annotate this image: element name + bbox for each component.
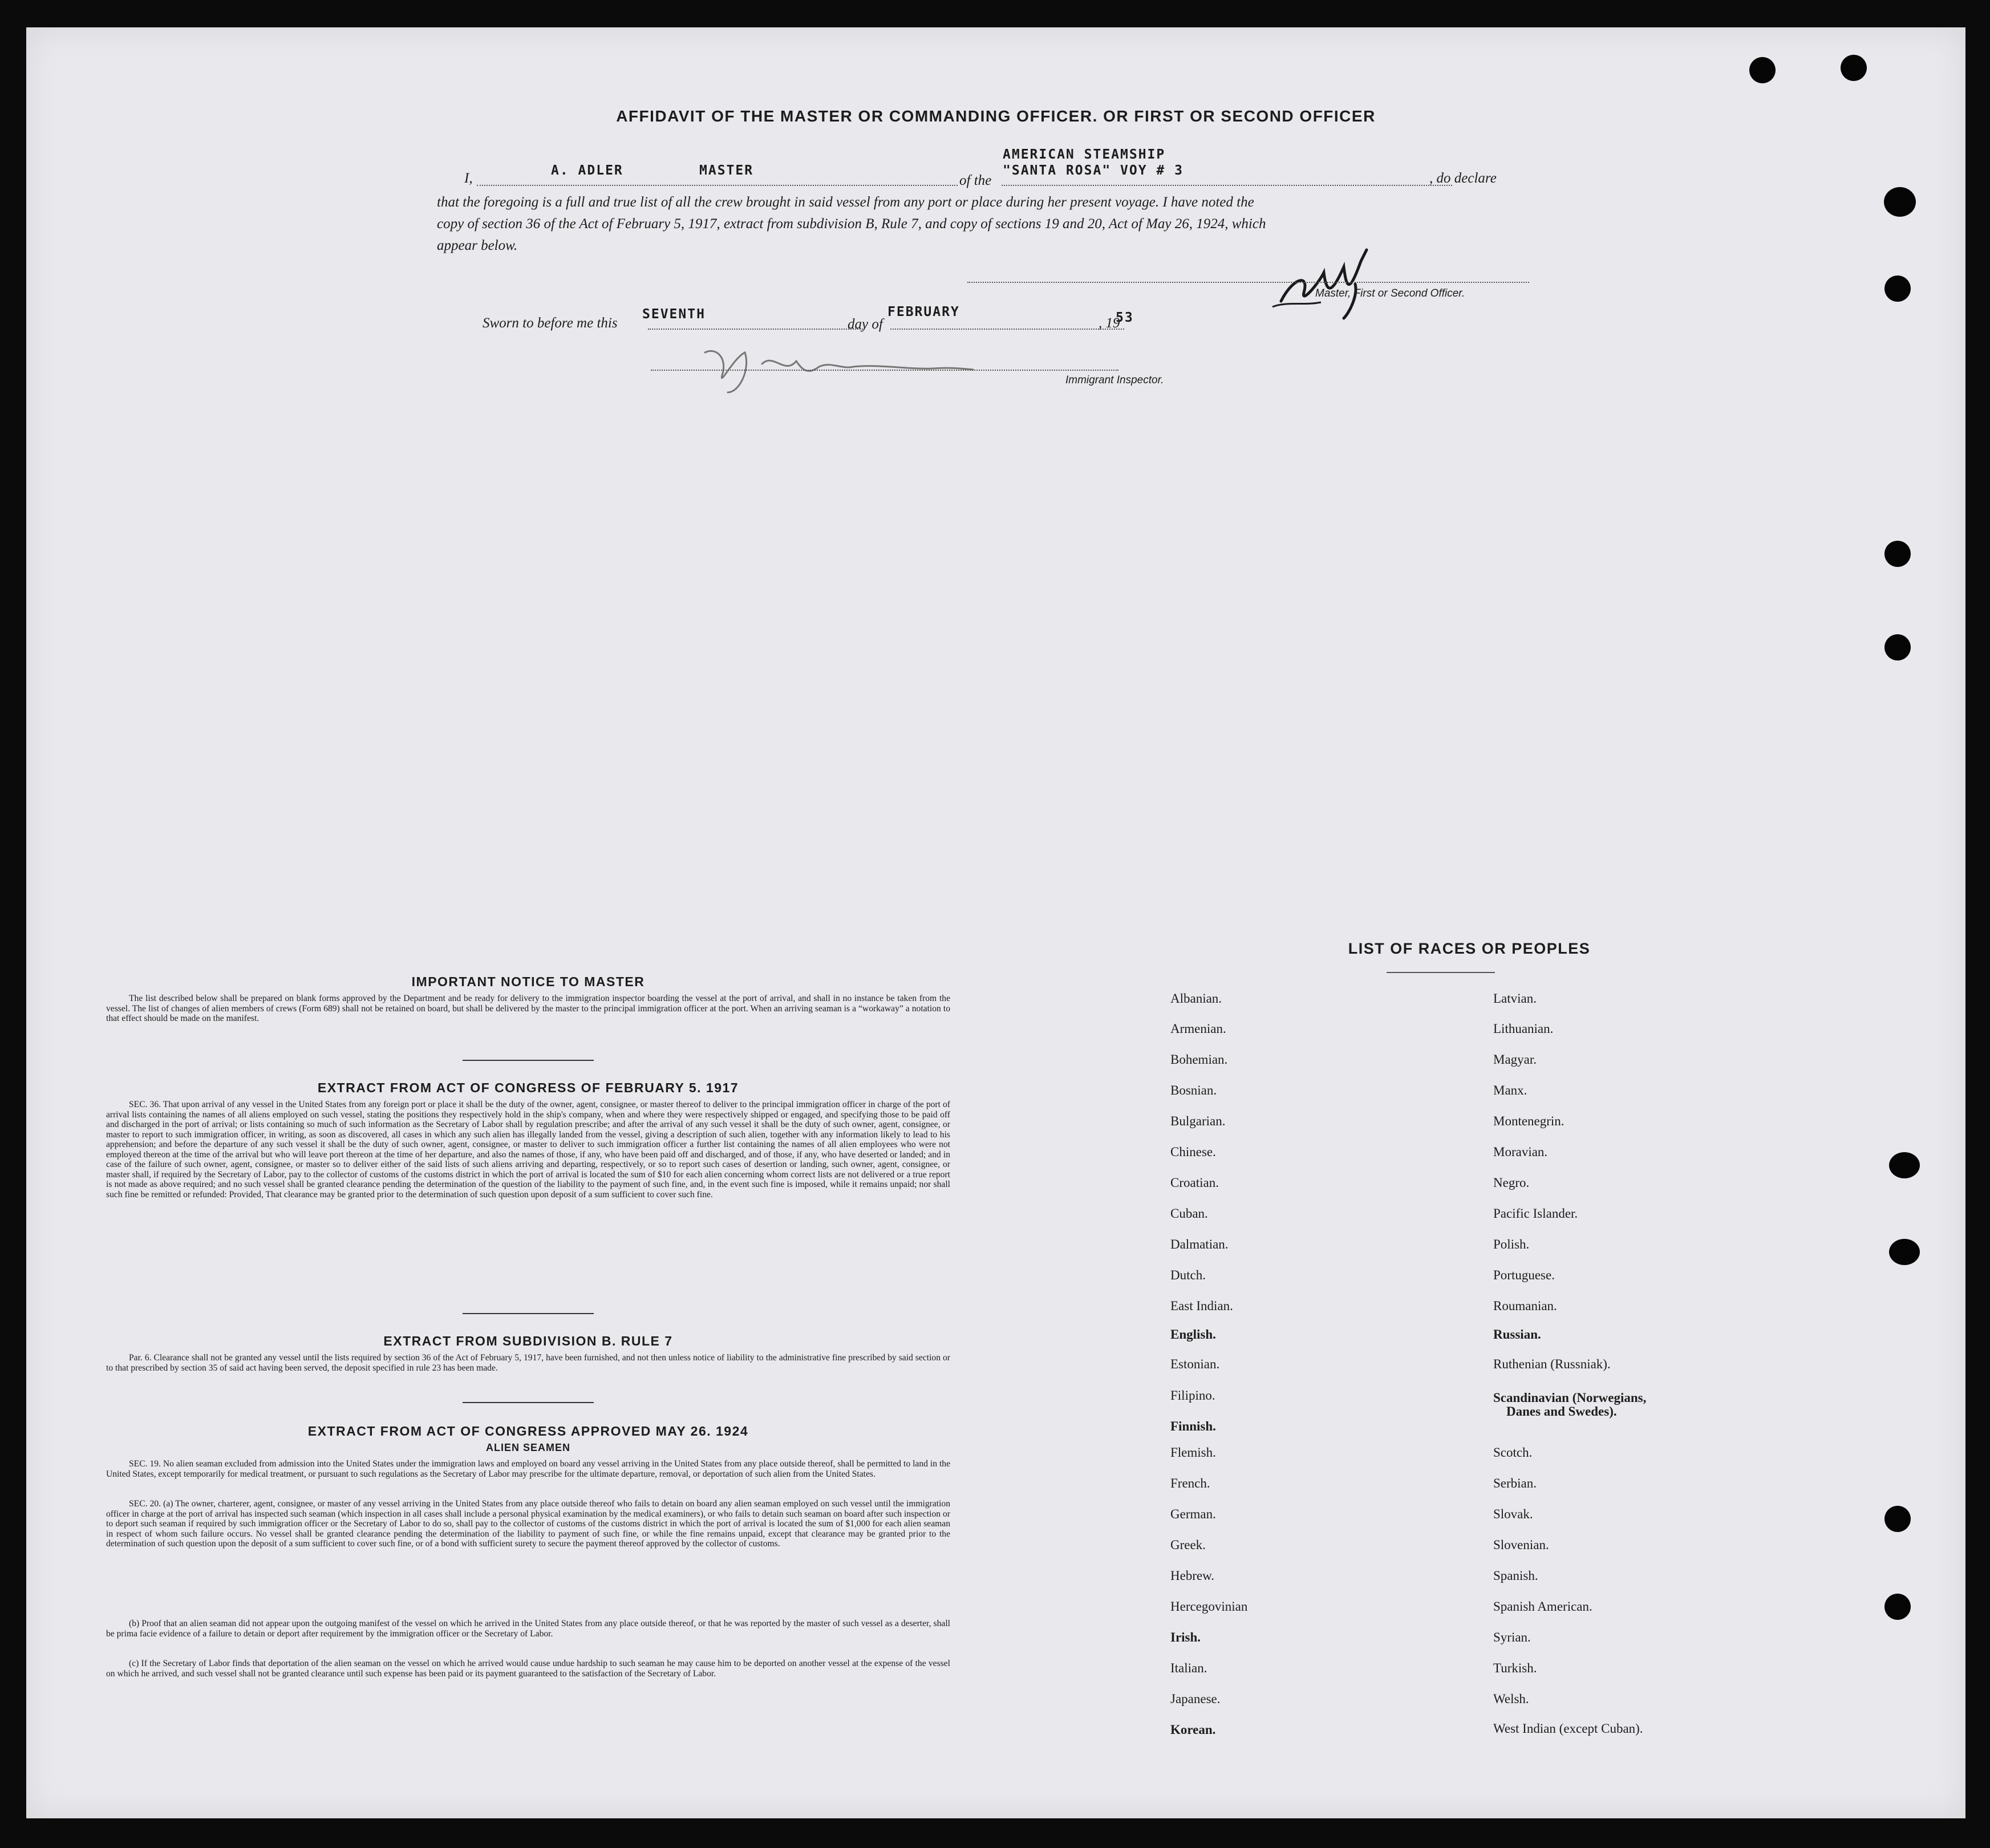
vessel-line-1: AMERICAN STEAMSHIP <box>1003 147 1166 162</box>
race-item: Filipino. <box>1170 1388 1215 1403</box>
race-item: Turkish. <box>1493 1661 1537 1675</box>
race-item: Negro. <box>1493 1176 1530 1190</box>
race-item: Syrian. <box>1493 1630 1531 1644</box>
sworn-label: Sworn to before me this <box>483 315 618 331</box>
of-the-label: of the <box>959 173 992 188</box>
year-prefix: , 19 <box>1099 315 1120 331</box>
divider <box>1387 972 1495 973</box>
race-item: Hercegovinian <box>1170 1599 1248 1614</box>
notice-title: IMPORTANT NOTICE TO MASTER <box>411 974 645 989</box>
sworn-day-line <box>648 329 865 330</box>
affidavit-body-line-3: appear below. <box>437 238 518 253</box>
race-item: Ruthenian (Russniak). <box>1493 1357 1611 1371</box>
name-line <box>477 185 958 186</box>
sec-20b-text: (b) Proof that an alien seaman did not appear upon the outgoing manifest of the vessel on which he arrived in the United States from any place outside thereof, or that he was reported by the master of such vessel as a deserter, shall be prima facie evidence of a failure to detain or deport after requirement by the immigration officer or the Secretary of Labor. <box>106 1619 950 1639</box>
race-item: Italian. <box>1170 1661 1207 1675</box>
sec-20c-text: (c) If the Secretary of Labor finds that deportation of the alien seaman on the vessel on which he arrived would cause undue hardship to such seaman he may cause him to be deported on another vessel at the expense of the vessel on which he arrived, and such vessel shall not be granted clearance until such expense has been paid or its payment guaranteed to the satisfaction of the Secretary of Labor. <box>106 1659 950 1679</box>
race-item: Manx. <box>1493 1083 1527 1097</box>
race-item: Russian. <box>1493 1327 1541 1342</box>
vessel-line <box>1002 185 1452 186</box>
race-item: Estonian. <box>1170 1357 1220 1371</box>
inspector-line <box>651 370 1118 371</box>
notice-text: The list described below shall be prepared on blank forms approved by the Department and be ready for delivery to the immigration inspector boarding the vessel at the port of arrival, and shall in no instance be taken from the vessel. The list of changes of alien members of crews (Form 689) shall not be retained on board, but shall be delivered by the master to the principal immigration officer at the port. When an arriving seaman is a “workaway” a notation to that effect should be made on the manifest. <box>106 994 950 1023</box>
punch-hole <box>1889 1152 1920 1178</box>
day-of-label: day of <box>848 317 883 332</box>
divider <box>463 1060 594 1061</box>
race-item: Albanian. <box>1170 991 1222 1006</box>
race-item: Danes and Swedes). <box>1506 1404 1617 1419</box>
sworn-day: SEVENTH <box>642 307 706 322</box>
race-item: Korean. <box>1170 1723 1216 1737</box>
race-item: Bosnian. <box>1170 1083 1217 1097</box>
race-item: Scandinavian (Norwegians, <box>1493 1391 1647 1405</box>
extract-1917-title: EXTRACT FROM ACT OF CONGRESS OF FEBRUARY 5. 1917 <box>317 1080 739 1095</box>
race-item: Dalmatian. <box>1170 1237 1229 1251</box>
race-item: East Indian. <box>1170 1299 1233 1313</box>
race-item: English. <box>1170 1327 1216 1342</box>
race-item: Latvian. <box>1493 991 1537 1006</box>
master-rank: MASTER <box>699 163 754 178</box>
race-item: Flemish. <box>1170 1445 1216 1460</box>
race-item: Irish. <box>1170 1630 1201 1644</box>
race-item: Roumanian. <box>1493 1299 1557 1313</box>
race-item: Moravian. <box>1493 1145 1548 1159</box>
race-item: French. <box>1170 1476 1210 1490</box>
extract-1917-text: SEC. 36. That upon arrival of any vessel in the United States from any foreign port or place it shall be the duty of the owner, agent, consignee, or master thereof to deliver to the principal immigration officer in charge of the port of arrival lists containing the names of all aliens employed on such vessel, stating the positions they respectively hold in the ship's company, when and where they were respectively shipped or engaged, and specifying those to be paid off and discharged in the port of arrival; or lists containing so much of such information as the Secretary of Labor shall by regulation prescribe; and after the arrival of any such vessel it shall be the duty of such owner, agent, consignee, or master to report to such immigration officer, in writing, as soon as discovered, all cases in which any such alien has illegally landed from the vessel, giving a description of such alien, together with any information likely to lead to his apprehension; and before the departure of any such vessel it shall be the duty of such owner, agent, consignee, or master to deliver to such immigration officer a further list containing the names of all alien employees who were not employed thereon at the time of the arrival but who will leave port thereon at the time of her departure, and also the names of those, if any, who have been paid off and discharged, and of those, if any, who have deserted or landed; and in case of the failure of such owner, agent, consignee, or master so to deliver either of the said lists of such aliens arriving and departing, respectively, or so to report such cases of desertion or landing, such owner, agent, consignee, or master shall, if required by the Secretary of Labor, pay to the collector of customs of the customs district in which the port of arrival is located the sum of $10 for each alien concerning whom correct lists are not delivered or a true report is not made as above required; and no such vessel shall be granted clearance pending the determination of the question of the liability to the payment of such fine, and, in the event such fine is imposed, while it remains unpaid; nor shall such fine be remitted or refunded: Provided, That clearance may be granted prior to the determination of such question upon deposit of a sum sufficient to cover such fine. <box>106 1100 950 1199</box>
sworn-year: 53 <box>1116 310 1134 325</box>
race-item: Spanish. <box>1493 1569 1538 1583</box>
race-item: Dutch. <box>1170 1268 1206 1282</box>
punch-hole <box>1884 541 1911 567</box>
race-item: Polish. <box>1493 1237 1530 1251</box>
punch-hole <box>1749 57 1776 83</box>
sworn-month: FEBRUARY <box>887 305 960 319</box>
extract-1924-subtitle: ALIEN SEAMEN <box>485 1442 570 1453</box>
divider <box>463 1313 594 1314</box>
race-item: Serbian. <box>1493 1476 1537 1490</box>
race-item: Japanese. <box>1170 1692 1221 1706</box>
race-item: Lithuanian. <box>1493 1022 1554 1036</box>
affidavit-title: AFFIDAVIT OF THE MASTER OR COMMANDING OFFICER. OR FIRST OR SECOND OFFICER <box>616 107 1376 125</box>
sec-19-text: SEC. 19. No alien seaman excluded from admission into the United States under the immigration laws and employed on board any vessel arriving in the United States from any place outside thereof, shall be permitted to land in the United States, except temporarily for medical treatment, or pursuant to such regulations as the Secretary of Labor may prescribe for the ultimate departure, removal, or deportation of such alien from the United States. <box>106 1459 950 1479</box>
master-name: A. ADLER <box>551 163 623 178</box>
punch-hole <box>1884 187 1916 217</box>
divider <box>463 1402 594 1403</box>
race-item: Slovenian. <box>1493 1538 1549 1552</box>
race-item: Bohemian. <box>1170 1052 1228 1067</box>
extract-1924-title: EXTRACT FROM ACT OF CONGRESS APPROVED MAY 26. 1924 <box>307 1424 749 1438</box>
race-item: West Indian (except Cuban). <box>1493 1721 1643 1736</box>
race-item: Croatian. <box>1170 1176 1219 1190</box>
race-item: Welsh. <box>1493 1692 1529 1706</box>
races-title: LIST OF RACES OR PEOPLES <box>1348 940 1591 957</box>
i-label: I, <box>464 171 473 186</box>
master-signature-label: Master, First or Second Officer. <box>1315 287 1465 299</box>
punch-hole <box>1884 1506 1911 1532</box>
race-item: Finnish. <box>1170 1419 1216 1433</box>
race-item: Scotch. <box>1493 1445 1533 1460</box>
race-item: Greek. <box>1170 1538 1206 1552</box>
race-item: Hebrew. <box>1170 1569 1215 1583</box>
race-item: Magyar. <box>1493 1052 1537 1067</box>
master-signature <box>1270 238 1407 324</box>
rule-7-text: Par. 6. Clearance shall not be granted any vessel until the lists required by section 36 of the Act of February 5, 1917, have been furnished, and not then unless notice of liability to the administrative fine prescribed by said section or to that prescribed by section 35 of said act having been served, the deposit specified in rule 23 has been made. <box>106 1353 950 1373</box>
race-item: Bulgarian. <box>1170 1114 1226 1128</box>
punch-hole <box>1889 1239 1920 1265</box>
race-item: Cuban. <box>1170 1206 1208 1221</box>
race-item: Slovak. <box>1493 1507 1533 1521</box>
vessel-line-2: "SANTA ROSA" VOY # 3 <box>1003 163 1184 178</box>
affidavit-body-line-1: that the foregoing is a full and true list of all the crew brought in said vessel from any port or place during her present voyage. I have noted the <box>437 194 1254 210</box>
race-item: Spanish American. <box>1493 1599 1592 1614</box>
punch-hole <box>1884 1594 1911 1620</box>
punch-hole <box>1884 275 1911 302</box>
sworn-month-line <box>890 329 1124 330</box>
race-item: Chinese. <box>1170 1145 1216 1159</box>
do-declare: , do declare <box>1429 171 1497 186</box>
sec-20a-text: SEC. 20. (a) The owner, charterer, agent, consignee, or master of any vessel arriving in the United States from any place outside thereof who fails to detain on board any alien seaman employed on such vessel until the immigration officer in charge at the port of arrival has inspected such seaman (which inspection in all cases shall include a personal physical examination by the medical examiners), or who fails to detain such seaman on board after such inspection or to deport such seaman if required by such immigration officer or the Secretary of Labor to do so, shall pay to the collector of customs of the customs district in which the port of arrival is located the sum of $1,000 for each alien seaman in respect of whom such failure occurs. No vessel shall be granted clearance pending the determination of the liability to payment of such fine, or while the fine remains unpaid, except that clearance may be granted prior to the determination of such question upon the deposit of a sum sufficient to cover such fine, or of a bond with sufficient surety to secure the payment thereof approved by the collector of customs. <box>106 1499 950 1549</box>
punch-hole <box>1841 55 1867 81</box>
race-item: Armenian. <box>1170 1022 1226 1036</box>
race-item: Montenegrin. <box>1493 1114 1565 1128</box>
race-item: Portuguese. <box>1493 1268 1555 1282</box>
affidavit-body-line-2: copy of section 36 of the Act of February 5, 1917, extract from subdivision B, Rule 7, and copy of sections 19 and 20, Act of May 26, 1924, which <box>437 216 1266 232</box>
document-page <box>26 27 1965 1818</box>
race-item: German. <box>1170 1507 1216 1521</box>
inspector-signature <box>694 335 990 398</box>
rule-7-title: EXTRACT FROM SUBDIVISION B. RULE 7 <box>383 1334 673 1348</box>
punch-hole <box>1884 634 1911 660</box>
inspector-label: Immigrant Inspector. <box>1065 374 1164 386</box>
master-signature-line <box>967 282 1529 283</box>
race-item: Pacific Islander. <box>1493 1206 1578 1221</box>
